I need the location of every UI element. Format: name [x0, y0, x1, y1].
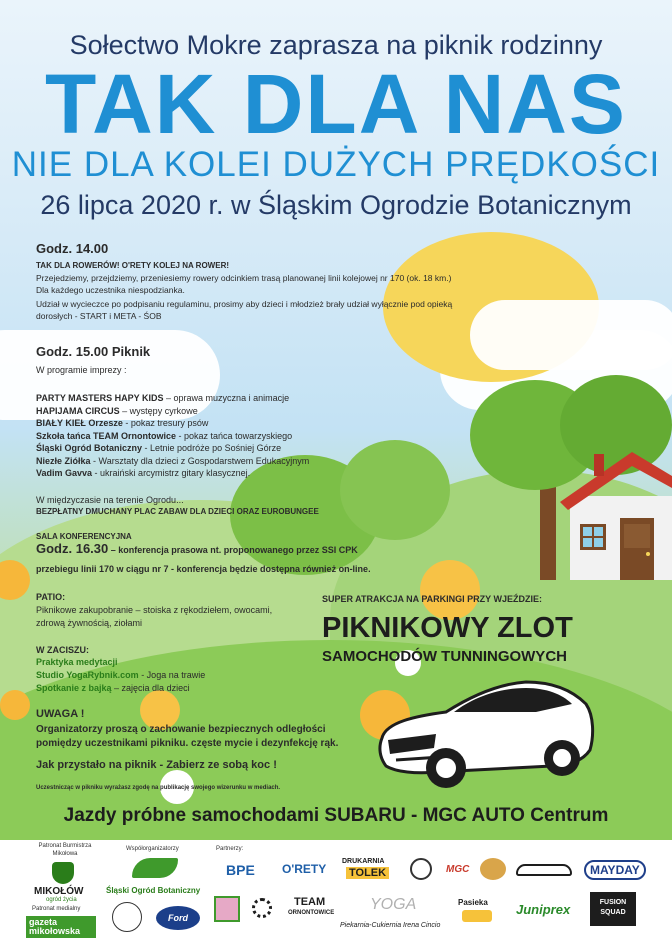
partner-badge-icon	[410, 858, 432, 880]
section2-intro: W programie imprezy :	[36, 365, 127, 375]
patio-line2: zdrową żywnością, ziołami	[36, 618, 143, 628]
gazeta-logo: gazeta mikołowska	[26, 916, 96, 938]
program-item-desc: - Letnie podróże po Sośniej Górze	[142, 443, 282, 453]
program-item	[36, 405, 198, 417]
pasieka-logo: Pasieka	[458, 898, 488, 907]
program-item	[36, 442, 281, 454]
fusion-logo: FUSION SQUAD	[590, 892, 636, 926]
section1-line3: Udział w wycieczce po podpisaniu regulaminu, prosimy aby dzieci i młodzież brały udział wyłącznie pod opieką	[36, 299, 453, 309]
program-item-name: PARTY MASTERS HAPY KIDS	[36, 393, 164, 403]
zacisze-item2-name: Studio YogaRybnik.com	[36, 670, 139, 680]
attraction-title: PIKNIKOWY ZLOT	[322, 612, 573, 644]
section3-hall: SALA KONFERENCYJNA	[36, 532, 132, 541]
flower-yellow-2	[420, 560, 480, 620]
program-item-name: HAPIJAMA CIRCUS	[36, 405, 120, 416]
section2-meanwhile: W międzyczasie na terenie Ogrodu...	[36, 495, 184, 505]
section1-line1: Przejedziemy, przejdziemy, przeniesiemy rowery odcinkiem trasą planowanej linii kolejowej nr 170 (ok. 18 km.)	[36, 273, 452, 283]
zacisze-item3-name: Spotkanie z bajką	[36, 683, 112, 693]
program-item-desc: – oprawa muzyczna i animacje	[163, 393, 290, 403]
patio-line1: Piknikowe zakupobranie – stoiska z rękodziełem, owocami,	[36, 605, 273, 615]
orety-logo: O'RETY	[282, 862, 327, 876]
bpe-logo: BPE	[226, 862, 255, 878]
zacisze-item3	[36, 682, 190, 694]
notice-bring: Jak przystało na piknik - Zabierz ze sobą koc !	[36, 759, 277, 771]
juniprex-logo: Juniprex	[516, 902, 571, 917]
zacisze-title: W ZACISZU:	[36, 645, 89, 655]
program-item-desc: - pokaz tresury psów	[122, 418, 209, 428]
event-subtitle: Sołectwo Mokre zaprasza na piknik rodzinny	[69, 30, 603, 60]
mikolow-logo: MIKOŁÓW	[34, 886, 84, 897]
program-item-desc: - pokaz tańca towarzyskiego	[176, 430, 293, 441]
program-item-name: Szkoła tańca TEAM Ornontowice	[36, 430, 177, 441]
partners-caption: Partnerzy:	[216, 846, 244, 852]
program-item	[36, 417, 208, 429]
patio-title: PATIO:	[36, 592, 66, 602]
section3-desc2: przebiegu linii 170 w ciągu nr 7 - konferencja będzie dostępna również on-line.	[36, 564, 371, 574]
mgc-logo: MGC	[446, 864, 470, 875]
sponsors-strip	[0, 840, 672, 950]
notice-line1: Organizatorzy proszą o zachowanie bezpiecznych odległości	[36, 724, 326, 735]
team-logo: TEAM	[294, 896, 326, 908]
program-item	[36, 430, 292, 442]
sob-logo: Śląski Ogród Botaniczny	[106, 886, 201, 895]
program-item-name: Śląski Ogród Botaniczny	[36, 443, 143, 453]
sob-leaf-icon	[132, 858, 178, 878]
honeycomb-icon	[462, 910, 492, 922]
program-item-desc: – występy cyrkowe	[119, 405, 198, 416]
section1-line2: Dla każdego uczestnika niespodzianka.	[36, 285, 185, 295]
drukarnia-logo: DRUKARNIA	[342, 858, 385, 865]
media-caption: Patronat medialny	[32, 906, 81, 912]
program-item-desc: - ukraiński arcymistrz gitary klasycznej.	[92, 468, 251, 478]
notice-line2: pomiędzy uczestnikami pikniku. częste mycie i dezynfekcję rąk.	[36, 738, 339, 749]
zacisze-item1: Praktyka medytacji	[36, 657, 118, 667]
flower-yellow-5	[0, 690, 30, 720]
horse-logo-icon	[480, 858, 506, 880]
program-item-name: Niezłe Ziółka	[36, 455, 91, 466]
program-item-desc: - Warsztaty dla dzieci z Gospodarstwem Edukacyjnym	[90, 455, 310, 466]
partner-round-icon	[112, 902, 142, 932]
section2-time: Godz. 15.00 Piknik	[36, 344, 151, 359]
car-logo-icon	[516, 864, 572, 876]
section3-desc1: – konferencja prasowa nt. proponowanego przez SSI CPK	[108, 545, 358, 555]
event-date: 26 lipca 2020 r. w Śląskim Ogrodzie Botanicznym	[40, 190, 632, 220]
program-item	[36, 467, 250, 479]
cloud-sun	[470, 300, 672, 370]
section2-bouncy: BEZPŁATNY DMUCHANY PLAC ZABAW DLA DZIECI ORAZ EUROBUNGEE	[36, 507, 319, 516]
mikolow-crest-icon	[52, 862, 74, 884]
attraction-label: SUPER ATRAKCJA NA PARKINGI PRZY WJEŹDZIE:	[322, 594, 543, 604]
program-item-name: BIAŁY KIEŁ Orzesze	[36, 418, 123, 428]
section1-heading: TAK DLA ROWERÓW! O'RETY KOLEJ NA ROWER!	[36, 261, 230, 270]
house-illustration	[560, 446, 672, 580]
section3-line1	[36, 543, 358, 556]
program-item	[36, 455, 309, 467]
zacisze-item3-desc: – zajęcia dla dzieci	[111, 683, 190, 693]
ford-logo: Ford	[156, 906, 200, 930]
notice-title: UWAGA !	[36, 708, 85, 720]
patron-caption: Patronat Burmistrza Mikołowa	[38, 843, 92, 857]
section1-line4: dorosłych - START i META - ŚOB	[36, 311, 162, 321]
yoga-logo: YOGA	[370, 896, 417, 913]
event-title: TAK DLA NAS	[45, 57, 627, 151]
car-illustration	[376, 676, 596, 792]
tolek-logo: TOLEK	[346, 867, 389, 879]
test-drive-banner: Jazdy próbne samochodami SUBARU - MGC AUTO Centrum	[63, 805, 609, 826]
section1-time: Godz. 14.00	[36, 241, 109, 256]
attraction-subtitle: SAMOCHODÓW TUNNINGOWYCH	[322, 648, 567, 665]
sun-logo-icon	[252, 898, 272, 918]
zacisze-item2-desc: - Joga na trawie	[138, 670, 206, 680]
mikolow-logo-sub: ogród życia	[46, 897, 77, 903]
notice-consent: Uczestnicząc w pikniku wyrażasz zgodę na publikację swojego wizerunku w mediach.	[36, 785, 281, 791]
bush-mid	[340, 440, 450, 540]
team-logo-sub: ORNONTOWICE	[288, 910, 335, 916]
piekarnia-logo: Piekarnia-Cukiernia Irena Cincio	[340, 922, 441, 929]
program-item-name: Vadim Gavva	[36, 468, 93, 478]
event-tagline: NIE DLA KOLEI DUŻYCH PRĘDKOŚCI	[11, 145, 661, 184]
mayday-logo: MAYDAY	[584, 860, 646, 880]
puzzle-logo-icon	[214, 896, 240, 922]
zacisze-item2	[36, 669, 205, 681]
section3-time: Godz. 16.30	[36, 541, 109, 556]
co-organizers-caption: Współorganizatorzy	[126, 846, 179, 852]
program-item	[36, 392, 289, 404]
